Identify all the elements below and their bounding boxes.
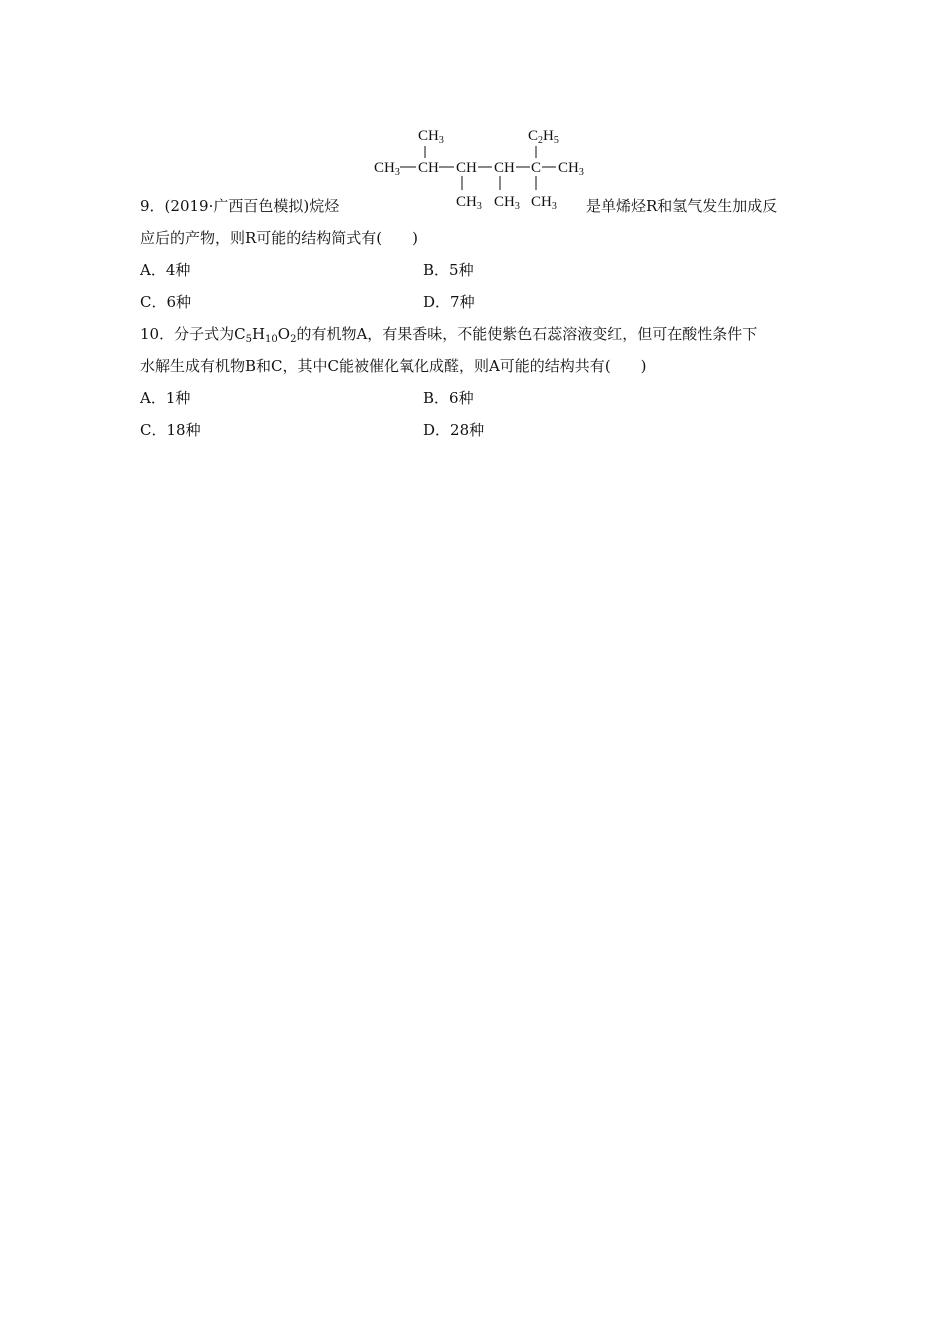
alkane-structural-formula [368,122,598,214]
q10-line-1-rest: 的有机物A，有果香味，不能使紫色石蕊溶液变红，但可在酸性条件下 [296,325,758,343]
q10-formula-sub-1: 5 [245,334,252,345]
q10-formula-sub-3: 2 [290,334,297,345]
q9-option-d[interactable]: D．7种 [423,293,475,311]
q9-text-after: 是单烯烃R和氢气发生加成反 [586,197,778,215]
bottom-substituent-1: $CH_3$ [456,194,482,212]
chain-atom-5: C [531,160,542,176]
bottom-substituent-3: $CH_3$ [531,194,557,212]
q10-option-c[interactable]: C．18种 [140,421,201,439]
q10-formula-part-1: 分子式为C [174,325,246,343]
q10-option-a[interactable]: A．1种 [140,389,191,407]
q9-line-1-tail [586,196,777,216]
q10-line-2-end: ) [640,357,647,375]
structure-svg [368,122,598,214]
q10-formula-part-3: O [277,325,291,343]
q10-number: 10． [140,325,175,343]
q9-line-2-text: 应后的产物，则R可能的结构简式有( [140,229,383,247]
q9-source: (2019·广西百色模拟) [164,197,310,215]
q9-line-1 [140,196,339,216]
top-substituent-2: $C_2H_5$ [528,128,559,146]
top-substituent-1: $CH_3$ [418,128,444,146]
chain-atom-1: $CH_3$ [374,160,400,178]
q9-option-a[interactable]: A．4种 [140,261,191,279]
q9-text-before: 烷烃 [309,197,340,215]
q9-option-c[interactable]: C．6种 [140,293,192,311]
chain-atom-6: $CH_3$ [558,160,584,178]
q10-formula-sub-2: 10 [265,334,278,345]
chain-atom-2: CH [418,160,439,176]
q9-number: 9． [140,197,165,215]
q9-line-2-end: ) [412,229,419,247]
bottom-substituent-2: $CH_3$ [494,194,520,212]
chain-atom-3: CH [456,160,477,176]
q10-line-2-text: 水解生成有机物B和C，其中C能被催化氧化成醛，则A可能的结构共有( [140,357,611,375]
q10-line-2 [140,356,647,376]
q10-option-d[interactable]: D．28种 [423,421,485,439]
q9-line-2 [140,228,418,248]
q9-option-b[interactable]: B．5种 [423,261,474,279]
q10-formula-part-2: H [251,325,266,343]
q10-line-1 [140,324,757,344]
chain-atom-4: CH [494,160,515,176]
q10-option-b[interactable]: B．6种 [423,389,474,407]
